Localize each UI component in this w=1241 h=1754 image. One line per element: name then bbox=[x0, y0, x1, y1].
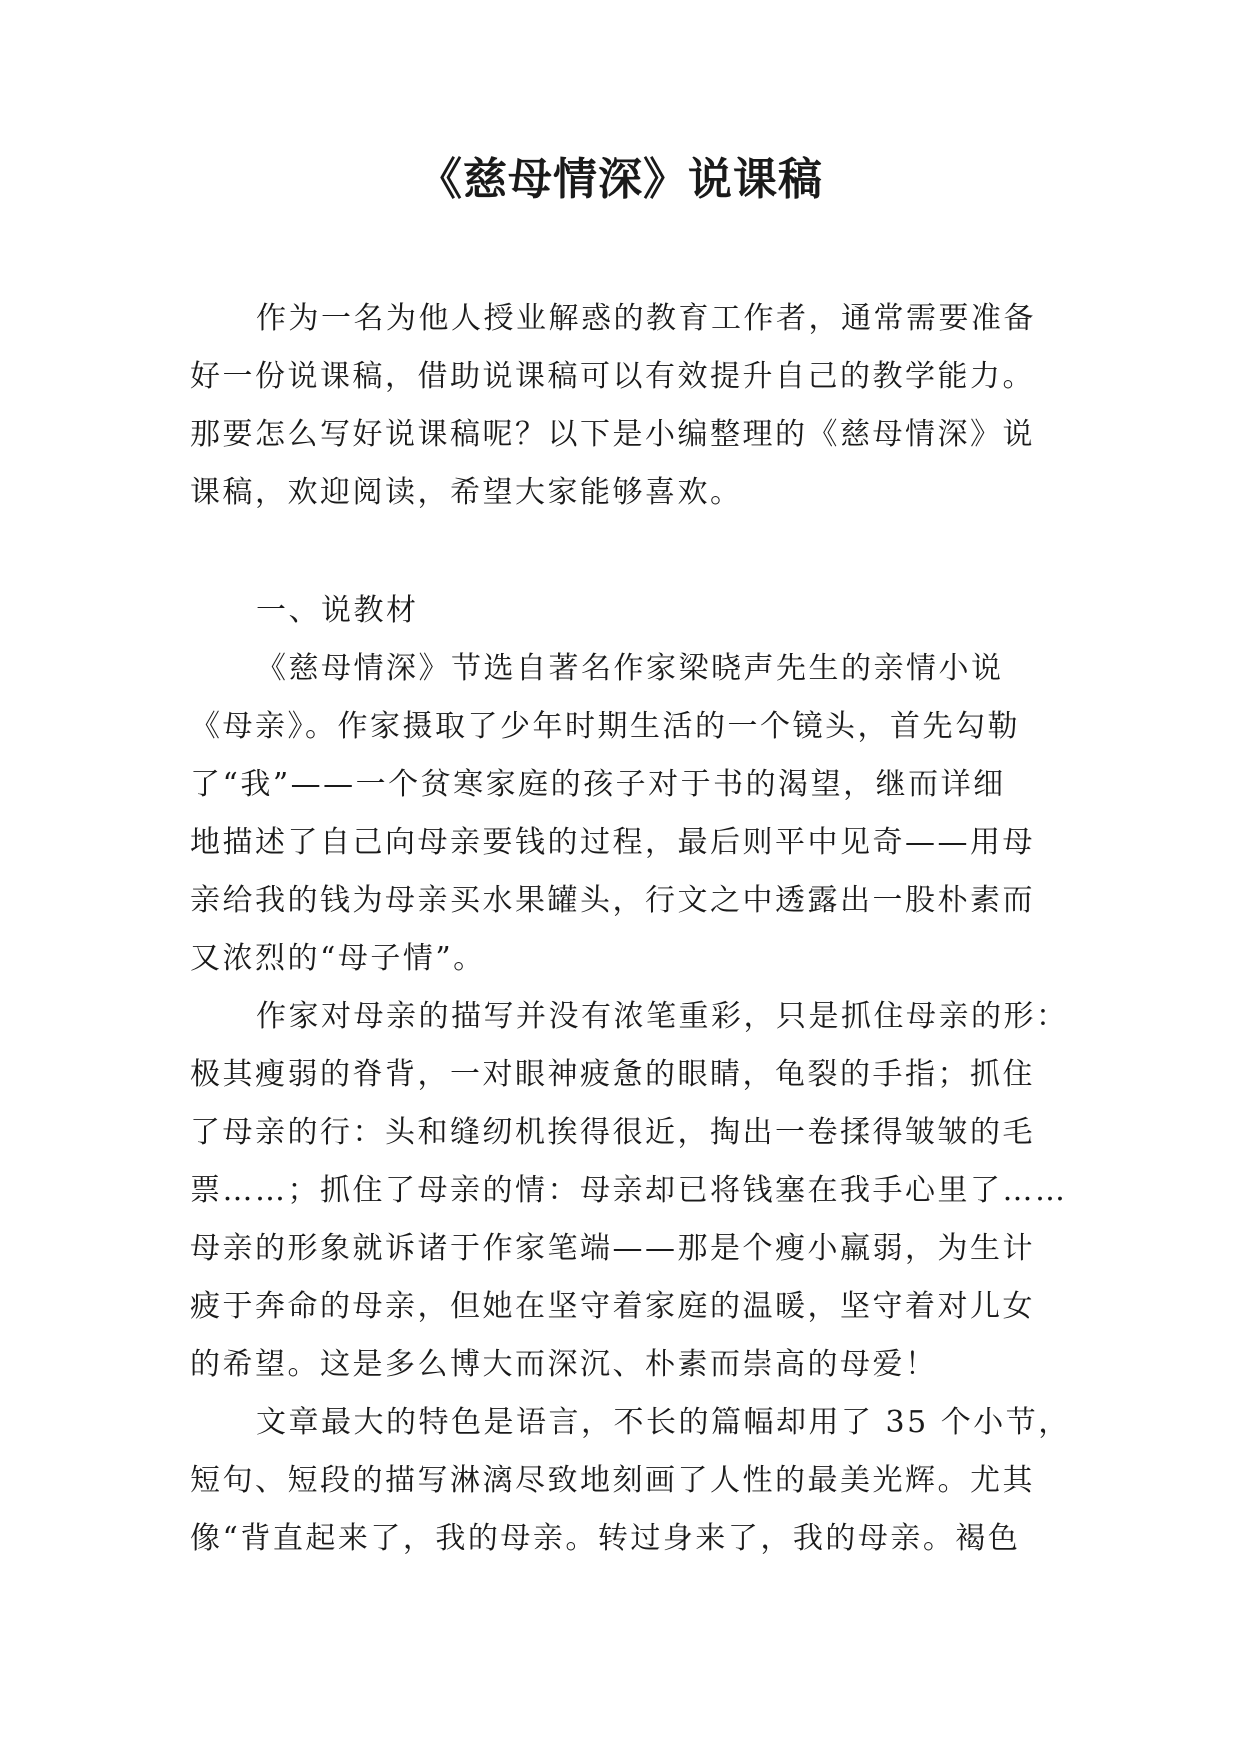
paragraph-line: 《母亲》。作家摄取了少年时期生活的一个镜头，首先勾勒 bbox=[190, 709, 1020, 744]
paragraph-3 bbox=[190, 1394, 1071, 1568]
paragraph-line: 像“背直起来了，我的母亲。转过身来了，我的母亲。褐色 bbox=[190, 1521, 1021, 1556]
paragraph-line: 疲于奔命的母亲，但她在坚守着家庭的温暖，坚守着对儿女 bbox=[190, 1289, 1035, 1324]
paragraph-line: 的希望。这是多么博大而深沉、朴素而崇高的母爱！ bbox=[190, 1347, 938, 1382]
paragraph-line: 母亲的形象就诉诸于作家笔端——那是个瘦小羸弱，为生计 bbox=[190, 1231, 1035, 1266]
paragraph-line: 了“我”——一个贫寒家庭的孩子对于书的渴望，继而详细 bbox=[190, 767, 1006, 802]
paragraph-gap bbox=[190, 522, 1052, 582]
intro-line: 那要怎么写好说课稿呢？以下是小编整理的《慈母情深》说 bbox=[190, 417, 1035, 452]
paragraph-line: 亲给我的钱为母亲买水果罐头，行文之中透露出一股朴素而 bbox=[190, 883, 1035, 918]
paragraph-line: 了母亲的行：头和缝纫机挨得很近，掏出一卷揉得皱皱的毛 bbox=[190, 1115, 1035, 1150]
paragraph-1 bbox=[190, 640, 1052, 988]
intro-line: 作为一名为他人授业解惑的教育工作者，通常需要准备 bbox=[256, 301, 1036, 336]
document-title: 《慈母情深》说课稿 bbox=[418, 154, 823, 205]
section-heading: 一、说教材 bbox=[256, 593, 419, 628]
paragraph-line: 短句、短段的描写淋漓尽致地刻画了人性的最美光辉。尤其 bbox=[190, 1463, 1035, 1498]
paragraph-line: 《慈母情深》节选自著名作家梁晓声先生的亲情小说 bbox=[256, 651, 1004, 686]
paragraph-2 bbox=[190, 988, 1069, 1394]
paragraph-line: 极其瘦弱的脊背，一对眼神疲惫的眼睛，龟裂的手指；抓住 bbox=[190, 1057, 1035, 1092]
intro-line: 好一份说课稿，借助说课稿可以有效提升自己的教学能力。 bbox=[190, 359, 1035, 394]
intro-line: 课稿，欢迎阅读，希望大家能够喜欢。 bbox=[190, 475, 743, 510]
paragraph-line: 作家对母亲的描写并没有浓笔重彩，只是抓住母亲的形： bbox=[256, 999, 1069, 1034]
paragraph-line: 地描述了自己向母亲要钱的过程，最后则平中见奇——用母 bbox=[190, 825, 1035, 860]
paragraph-line: 文章最大的特色是语言，不长的篇幅却用了 35 个小节， bbox=[256, 1405, 1071, 1440]
intro-paragraph bbox=[190, 290, 1052, 522]
paragraph-line: 票……；抓住了母亲的情：母亲却已将钱塞在我手心里了…… bbox=[190, 1173, 1068, 1208]
document-body bbox=[190, 290, 1071, 1568]
paragraph-line: 又浓烈的“母子情”。 bbox=[190, 941, 486, 976]
